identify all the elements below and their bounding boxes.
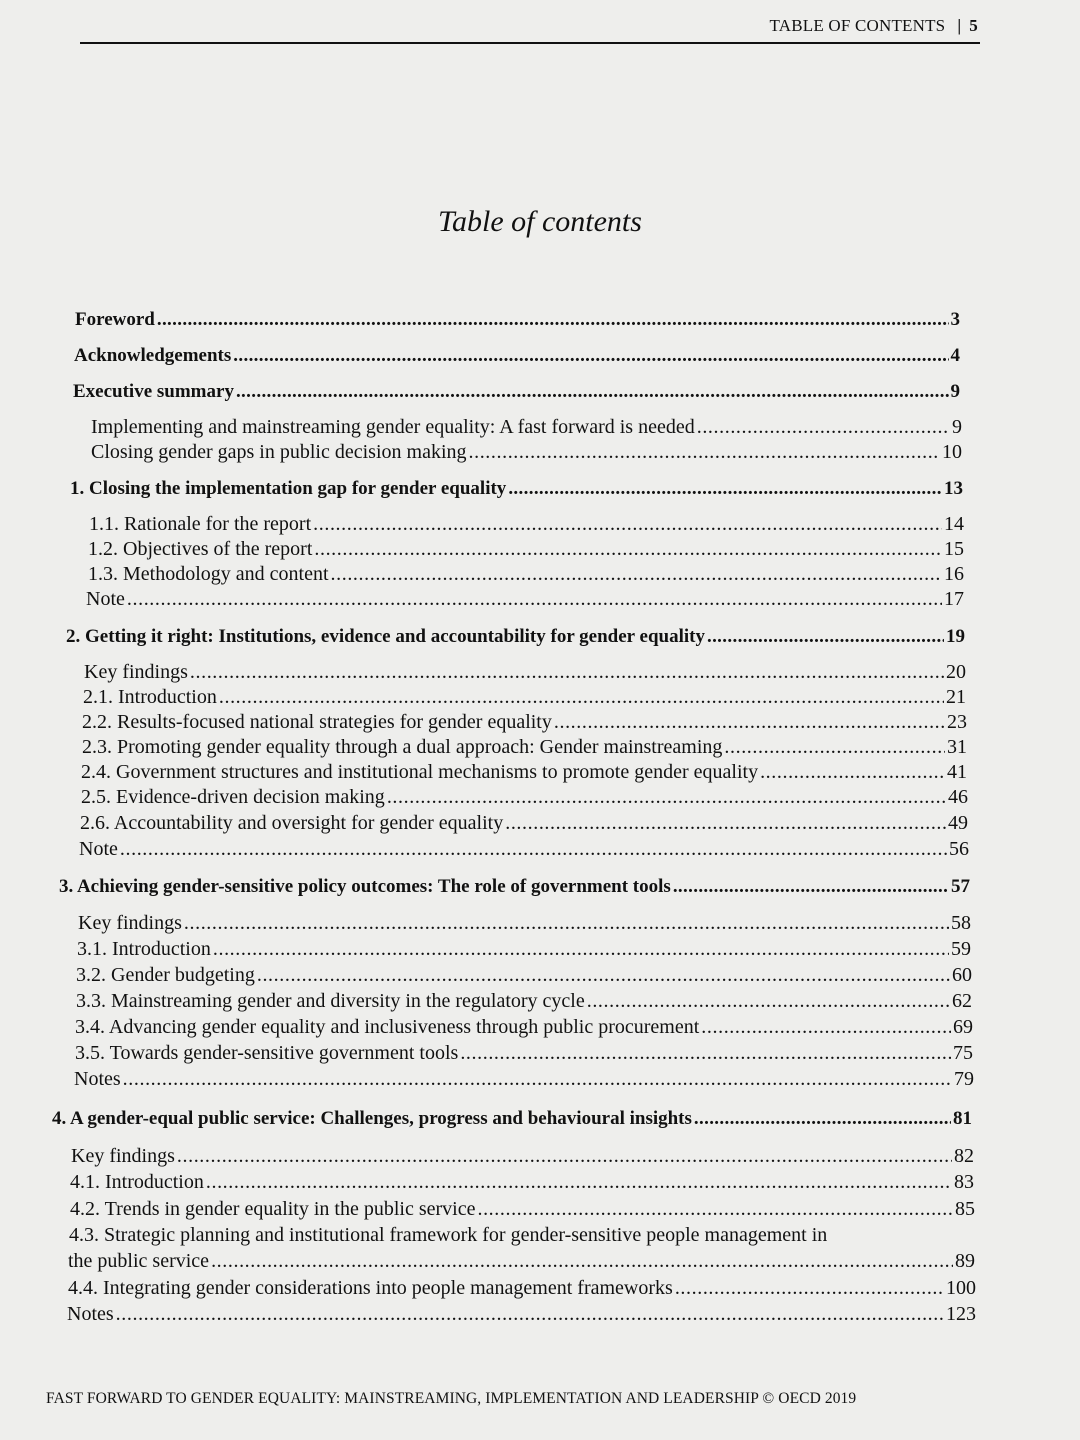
- page-footer: FAST FORWARD TO GENDER EQUALITY: MAINSTREAMING, IMPLEMENTATION AND LEADERSHIP © OECD 2019: [46, 1390, 857, 1407]
- toc-subentry[interactable]: [81, 786, 968, 809]
- toc-entry-page: 59: [951, 938, 971, 960]
- toc-entry-page: 79: [954, 1068, 974, 1090]
- toc-subentry[interactable]: [86, 588, 964, 611]
- toc-subentry[interactable]: [79, 838, 969, 861]
- dot-leader: [460, 1042, 951, 1065]
- toc-entry-label: Closing gender gaps in public decision making: [91, 441, 467, 463]
- dot-leader: [313, 513, 942, 536]
- toc-entry-page: 21: [946, 686, 966, 708]
- toc-entry-chapter-1[interactable]: [70, 478, 963, 500]
- toc-entry-chapter-3[interactable]: [59, 876, 970, 898]
- toc-entry-label: 1. Closing the implementation gap for gender equality: [70, 478, 507, 499]
- dot-leader: [331, 563, 942, 586]
- dot-leader: [505, 812, 946, 835]
- toc-entry-label: 4. A gender-equal public service: Challenges, progress and behavioural insights: [52, 1108, 692, 1129]
- dot-leader: [257, 964, 950, 987]
- toc-subentry[interactable]: [88, 563, 964, 586]
- running-header: [770, 16, 978, 36]
- toc-subentry[interactable]: [77, 938, 971, 961]
- toc-entry-page: 69: [953, 1016, 973, 1038]
- toc-entry-label: 4.3. Strategic planning and institutional framework for gender-sensitive people management in: [69, 1224, 828, 1246]
- toc-entry-label: Key findings: [78, 912, 182, 934]
- toc-entry-label: Key findings: [84, 661, 188, 683]
- running-header-section: TABLE OF CONTENTS: [769, 16, 946, 35]
- toc-entry-label: 2.2. Results-focused national strategies for gender equality: [82, 711, 552, 733]
- toc-entry-page: 4: [950, 345, 960, 366]
- toc-subentry[interactable]: [80, 812, 968, 835]
- toc-entry-label: Implementing and mainstreaming gender equality: A fast forward is needed: [91, 416, 695, 438]
- toc-entry-page: 9: [952, 416, 962, 438]
- toc-entry-page: 89: [955, 1250, 975, 1272]
- toc-subentry[interactable]: [89, 513, 964, 536]
- toc-subentry[interactable]: [70, 1171, 974, 1194]
- toc-subentry[interactable]: [81, 761, 967, 784]
- dot-leader: [675, 1277, 944, 1300]
- toc-entry-page: 15: [944, 538, 964, 560]
- toc-entry-label: 2.4. Government structures and institutional mechanisms to promote gender equality: [81, 761, 759, 783]
- toc-entry-page: 14: [944, 513, 964, 535]
- dot-leader: [314, 538, 942, 561]
- toc-subentry[interactable]: [91, 416, 962, 439]
- dot-leader: [707, 626, 944, 648]
- toc-entry-label: 2.3. Promoting gender equality through a dual approach: Gender mainstreaming: [82, 736, 723, 758]
- toc-entry-chapter-4[interactable]: [52, 1108, 972, 1130]
- toc-entry-page: 81: [953, 1108, 972, 1129]
- toc-entry-page: 62: [952, 990, 972, 1012]
- toc-entry-foreword[interactable]: [75, 309, 960, 331]
- toc-entry-label: 3. Achieving gender-sensitive policy outcomes: The role of government tools: [59, 876, 671, 897]
- toc-subentry[interactable]: [71, 1145, 974, 1168]
- toc-entry-page: 46: [948, 786, 968, 808]
- dot-leader: [701, 1016, 951, 1039]
- toc-entry-page: 75: [953, 1042, 973, 1064]
- toc-entry-page: 123: [946, 1303, 976, 1325]
- dot-leader: [477, 1198, 953, 1221]
- toc-entry-label: 1.2. Objectives of the report: [88, 538, 313, 560]
- dot-leader: [190, 661, 944, 684]
- toc-subentry[interactable]: [74, 1068, 974, 1091]
- toc-subentry[interactable]: [70, 1198, 975, 1221]
- toc-subentry[interactable]: [83, 686, 966, 709]
- toc-subentry[interactable]: [84, 661, 966, 684]
- toc-entry-label: Notes: [74, 1068, 121, 1090]
- page-title: Table of contents: [438, 205, 642, 238]
- toc-entry-label: 4.1. Introduction: [70, 1171, 204, 1193]
- toc-entry-label: Note: [86, 588, 125, 610]
- toc-entry-label: 2. Getting it right: Institutions, evidence and accountability for gender equality: [66, 626, 705, 647]
- toc-subentry[interactable]: [78, 912, 971, 935]
- dot-leader: [387, 786, 946, 809]
- toc-subentry[interactable]: [67, 1303, 976, 1326]
- toc-subentry[interactable]: [76, 990, 972, 1013]
- dot-leader: [236, 381, 949, 403]
- dot-leader: [554, 711, 945, 734]
- toc-subentry-continuation[interactable]: [68, 1250, 975, 1273]
- header-rule: [80, 42, 980, 44]
- dot-leader: [233, 345, 948, 367]
- toc-entry-label: 3.3. Mainstreaming gender and diversity in the regulatory cycle: [76, 990, 585, 1012]
- dot-leader: [694, 1108, 951, 1130]
- dot-leader: [123, 1068, 952, 1091]
- toc-entry-label: 4.4. Integrating gender considerations into people management frameworks: [68, 1277, 673, 1299]
- toc-entry-page: 49: [948, 812, 968, 834]
- dot-leader: [120, 838, 947, 861]
- toc-entry-page: 16: [944, 563, 964, 585]
- toc-entry-page: 57: [951, 876, 970, 897]
- toc-entry-label: Key findings: [71, 1145, 175, 1167]
- toc-entry-chapter-2[interactable]: [66, 626, 965, 648]
- toc-entry-page: 19: [946, 626, 965, 647]
- toc-subentry[interactable]: [88, 538, 964, 561]
- dot-leader: [206, 1171, 952, 1194]
- toc-entry-label: 2.5. Evidence-driven decision making: [81, 786, 385, 808]
- dot-leader: [116, 1303, 944, 1326]
- toc-entry-label: 1.3. Methodology and content: [88, 563, 329, 585]
- dot-leader: [724, 736, 945, 759]
- dot-leader: [760, 761, 945, 784]
- toc-entry-label: 3.2. Gender budgeting: [76, 964, 255, 986]
- toc-subentry[interactable]: [82, 711, 967, 734]
- toc-entry-label: 1.1. Rationale for the report: [89, 513, 312, 535]
- toc-entry-label: 2.1. Introduction: [83, 686, 217, 708]
- dot-leader: [184, 912, 949, 935]
- toc-entry-label: Note: [79, 838, 118, 860]
- toc-entry-page: 83: [954, 1171, 974, 1193]
- running-header-separator: |: [957, 16, 962, 35]
- dot-leader: [177, 1145, 952, 1168]
- toc-entry-page: 23: [947, 711, 967, 733]
- toc-entry-page: 20: [946, 661, 966, 683]
- toc-subentry-first-line[interactable]: [69, 1224, 969, 1247]
- dot-leader: [673, 876, 949, 898]
- toc-entry-label: 3.5. Towards gender-sensitive government tools: [75, 1042, 459, 1064]
- toc-entry-page: 3: [950, 309, 960, 330]
- toc-subentry[interactable]: [68, 1277, 976, 1300]
- dot-leader: [213, 938, 949, 961]
- running-header-page-number: 5: [969, 16, 978, 35]
- dot-leader: [157, 309, 949, 331]
- toc-entry-label: 4.2. Trends in gender equality in the public service: [70, 1198, 476, 1220]
- toc-entry-page: 60: [952, 964, 972, 986]
- dot-leader: [127, 588, 942, 611]
- toc-entry-label: 3.1. Introduction: [77, 938, 211, 960]
- toc-subentry[interactable]: [75, 1042, 973, 1065]
- toc-subentry[interactable]: [76, 964, 972, 987]
- toc-subentry[interactable]: [75, 1016, 973, 1039]
- toc-entry-page: 17: [944, 588, 964, 610]
- dot-leader: [219, 686, 944, 709]
- dot-leader: [508, 478, 942, 500]
- toc-entry-label: 3.4. Advancing gender equality and inclusiveness through public procurement: [75, 1016, 700, 1038]
- toc-entry-label: Executive summary: [73, 381, 234, 402]
- toc-entry-page: 13: [944, 478, 963, 499]
- toc-subentry[interactable]: [91, 441, 962, 464]
- toc-entry-executive-summary[interactable]: [73, 381, 960, 403]
- toc-entry-label-continued: the public service: [68, 1250, 210, 1272]
- toc-entry-label: Foreword: [75, 309, 155, 330]
- toc-entry-page: 41: [947, 761, 967, 783]
- toc-entry-page: 9: [950, 381, 960, 402]
- toc-entry-label: Acknowledgements: [74, 345, 232, 366]
- dot-leader: [469, 441, 941, 464]
- dot-leader: [211, 1250, 953, 1273]
- toc-entry-page: 10: [942, 441, 962, 463]
- toc-entry-page: 31: [947, 736, 967, 758]
- toc-entry-page: 82: [954, 1145, 974, 1167]
- toc-entry-label: 2.6. Accountability and oversight for gender equality: [80, 812, 504, 834]
- toc-entry-acknowledgements[interactable]: [74, 345, 960, 367]
- dot-leader: [587, 990, 950, 1013]
- toc-entry-page: 56: [949, 838, 969, 860]
- toc-entry-page: 58: [951, 912, 971, 934]
- dot-leader: [697, 416, 950, 439]
- toc-entry-page: 100: [946, 1277, 976, 1299]
- toc-subentry[interactable]: [82, 736, 967, 759]
- toc-entry-label: Notes: [67, 1303, 114, 1325]
- toc-entry-page: 85: [955, 1198, 975, 1220]
